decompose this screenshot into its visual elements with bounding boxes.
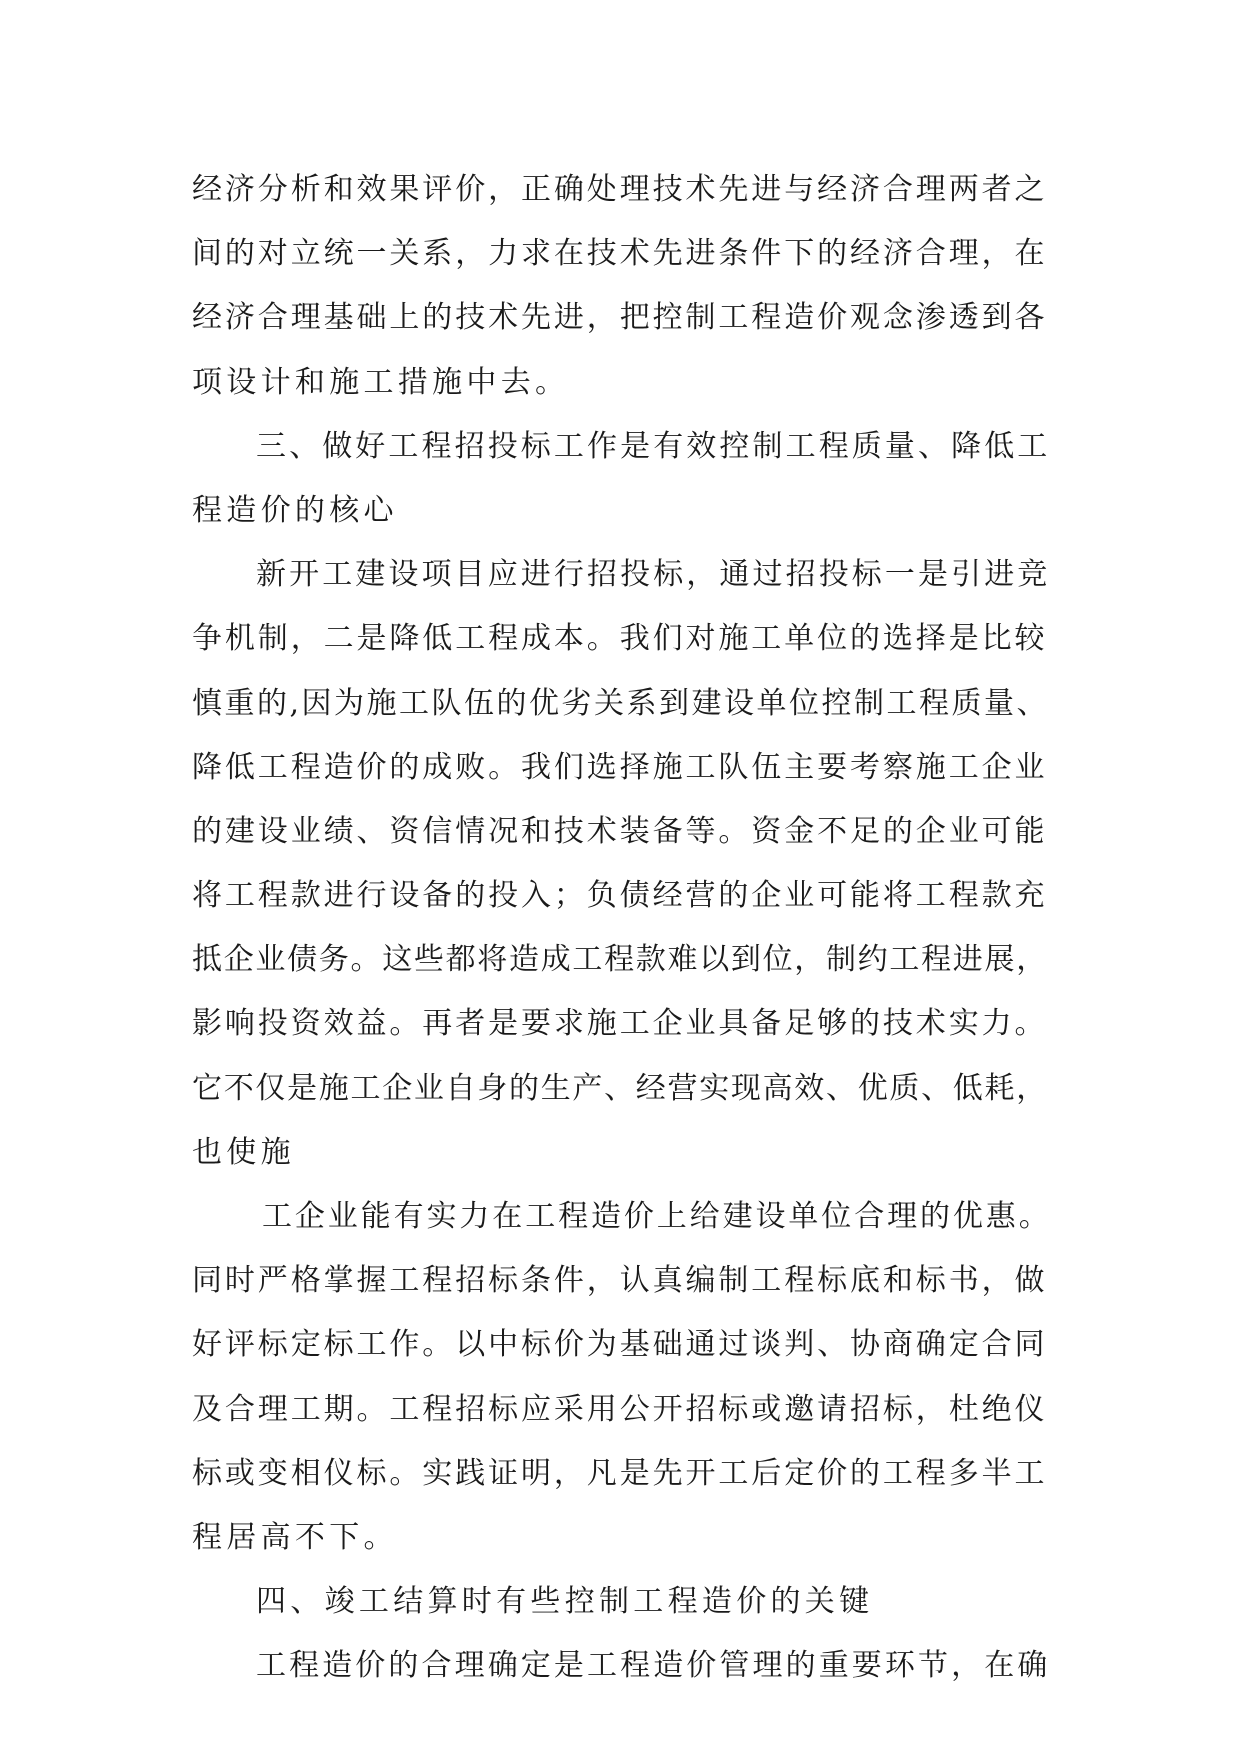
paragraph-line: 经济分析和效果评价，正确处理技术先进与经济合理两者之 bbox=[192, 172, 1048, 207]
paragraph-line: 同时严格掌握工程招标条件，认真编制工程标底和标书，做 bbox=[192, 1263, 1048, 1299]
paragraph-line: 及合理工期。工程招标应采用公开招标或邀请招标，杜绝仪 bbox=[192, 1391, 1048, 1427]
section-heading-3: 三、做好工程招投标工作是有效控制工程质量、降低工 bbox=[256, 428, 1051, 464]
section-heading-4: 四、竣工结算时有些控制工程造价的关键 bbox=[256, 1584, 874, 1620]
paragraph-line: 的建设业绩、资信情况和技术装备等。资金不足的企业可能 bbox=[192, 813, 1048, 849]
paragraph-line: 经济合理基础上的技术先进，把控制工程造价观念渗透到各 bbox=[192, 300, 1048, 336]
paragraph-line: 争机制，二是降低工程成本。我们对施工单位的选择是比较 bbox=[192, 621, 1048, 657]
document-body bbox=[192, 158, 1052, 1699]
paragraph-line: 标或变相仪标。实践证明，凡是先开工后定价的工程多半工 bbox=[192, 1455, 1048, 1491]
paragraph-line: 工程造价的合理确定是工程造价管理的重要环节，在确 bbox=[256, 1648, 1051, 1684]
paragraph-line: 也使施 bbox=[192, 1134, 295, 1170]
paragraph-line: 它不仅是施工企业自身的生产、经营实现高效、优质、低耗， bbox=[192, 1070, 1048, 1106]
paragraph-line: 项设计和施工措施中去。 bbox=[192, 364, 570, 400]
paragraph-line: 好评标定标工作。以中标价为基础通过谈判、协商确定合同 bbox=[192, 1327, 1048, 1363]
paragraph-line: 慎重的,因为施工队伍的优劣关系到建设单位控制工程质量、 bbox=[192, 685, 1050, 721]
paragraph-line: 抵企业债务。这些都将造成工程款难以到位，制约工程进展， bbox=[192, 942, 1048, 978]
paragraph-line: 影响投资效益。再者是要求施工企业具备足够的技术实力。 bbox=[192, 1006, 1048, 1042]
paragraph-line: 降低工程造价的成败。我们选择施工队伍主要考察施工企业 bbox=[192, 749, 1048, 785]
section-heading-3-continued: 程造价的核心 bbox=[192, 492, 398, 528]
paragraph-line: 新开工建设项目应进行招投标，通过招投标一是引进竞 bbox=[256, 557, 1051, 593]
paragraph-line: 将工程款进行设备的投入；负债经营的企业可能将工程款充 bbox=[192, 878, 1048, 914]
paragraph-line: 工企业能有实力在工程造价上给建设单位合理的优惠。 bbox=[262, 1199, 1052, 1234]
paragraph-line: 程居高不下。 bbox=[192, 1519, 398, 1555]
paragraph-line: 间的对立统一关系，力求在技术先进条件下的经济合理，在 bbox=[192, 236, 1048, 272]
